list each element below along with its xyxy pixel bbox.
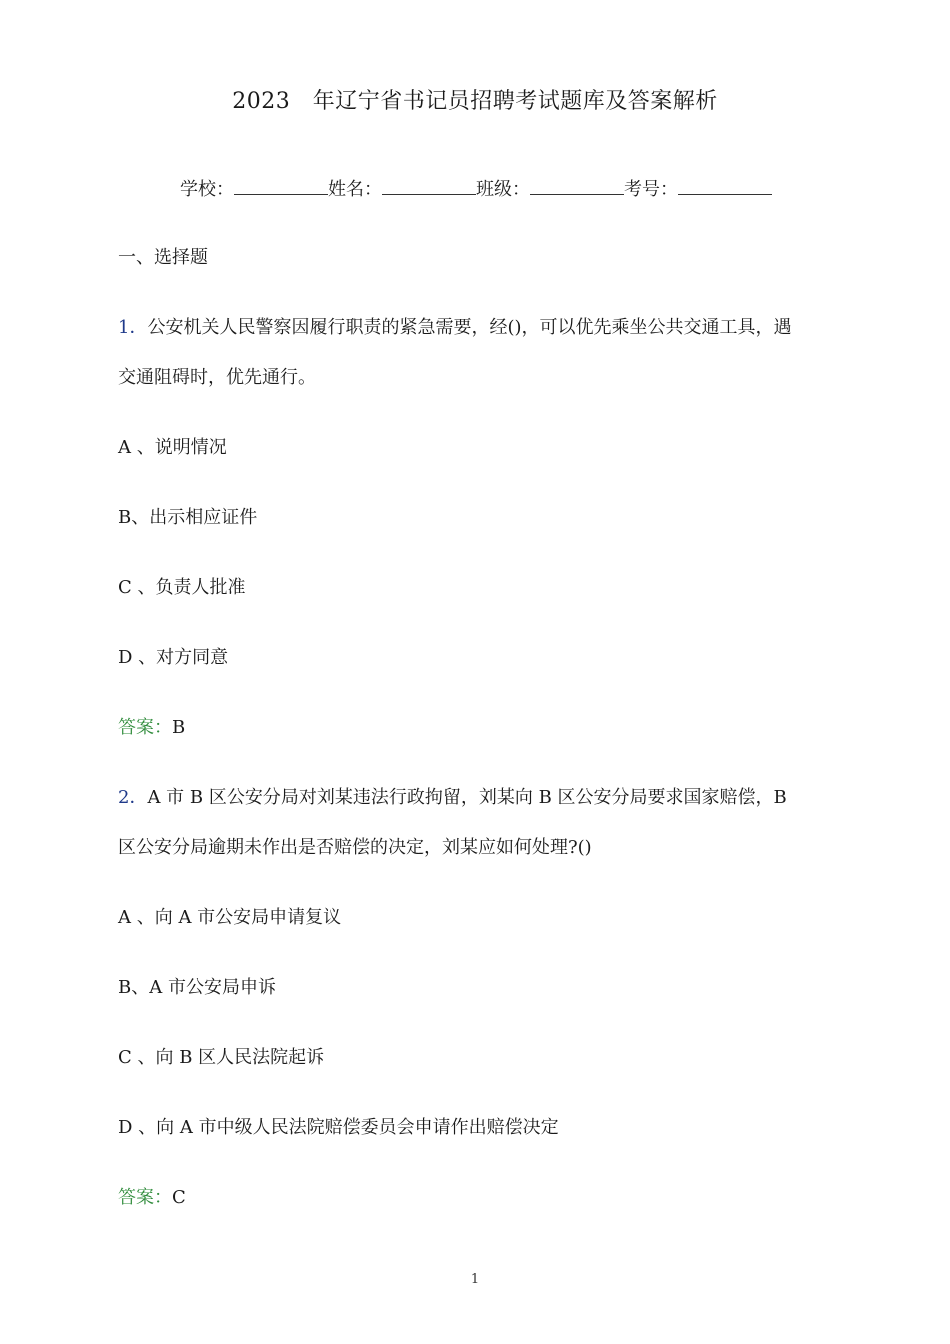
exam-number-blank [678, 176, 772, 195]
question-1-option-c: C 、负责人批准 [118, 577, 246, 598]
class-label: 班级： [476, 179, 530, 200]
school-label: 学校： [180, 179, 234, 200]
exam-number-label: 考号： [624, 179, 678, 200]
question-2-line-2: 区公安分局逾期未作出是否赔偿的决定，刘某应如何处理?() [118, 837, 592, 858]
answer-label: 答案： [118, 1187, 172, 1208]
question-1-line-2: 交通阻碍时，优先通行。 [118, 367, 316, 388]
question-1-text-1: 公安机关人民警察因履行职责的紧急需要，经()，可以优先乘坐公共交通工具，遇 [147, 317, 792, 338]
document-title: 2023 年辽宁省书记员招聘考试题库及答案解析 [232, 89, 718, 114]
name-blank [382, 176, 476, 195]
question-2-text-1: A 市 B 区公安分局对刘某违法行政拘留，刘某向 B 区公安分局要求国家赔偿，B [147, 787, 787, 808]
question-2-number: 2． [118, 787, 148, 808]
student-info-row [180, 176, 772, 202]
question-1-number: 1． [118, 317, 148, 338]
name-label: 姓名： [328, 179, 382, 200]
question-1-answer [118, 716, 185, 740]
question-1-option-d: D 、对方同意 [118, 647, 229, 668]
question-2-answer [118, 1186, 186, 1210]
school-blank [234, 176, 328, 195]
page-number: 1 [470, 1272, 480, 1287]
question-1-option-b: B、出示相应证件 [118, 507, 258, 528]
question-1-line-1 [118, 316, 792, 340]
question-2-option-b: B、A 市公安局申诉 [118, 977, 276, 998]
question-2-option-a: A 、向 A 市公安局申请复议 [118, 907, 342, 928]
question-2-option-d: D 、向 A 市中级人民法院赔偿委员会申请作出赔偿决定 [118, 1117, 559, 1138]
answer-value: C [172, 1187, 186, 1208]
class-blank [530, 176, 624, 195]
answer-value: B [172, 717, 186, 738]
question-2-line-1 [118, 786, 787, 810]
section-heading: 一、选择题 [118, 247, 208, 268]
question-1-option-a: A 、说明情况 [118, 437, 227, 458]
answer-label: 答案： [118, 717, 172, 738]
question-2-option-c: C 、向 B 区人民法院起诉 [118, 1047, 325, 1068]
